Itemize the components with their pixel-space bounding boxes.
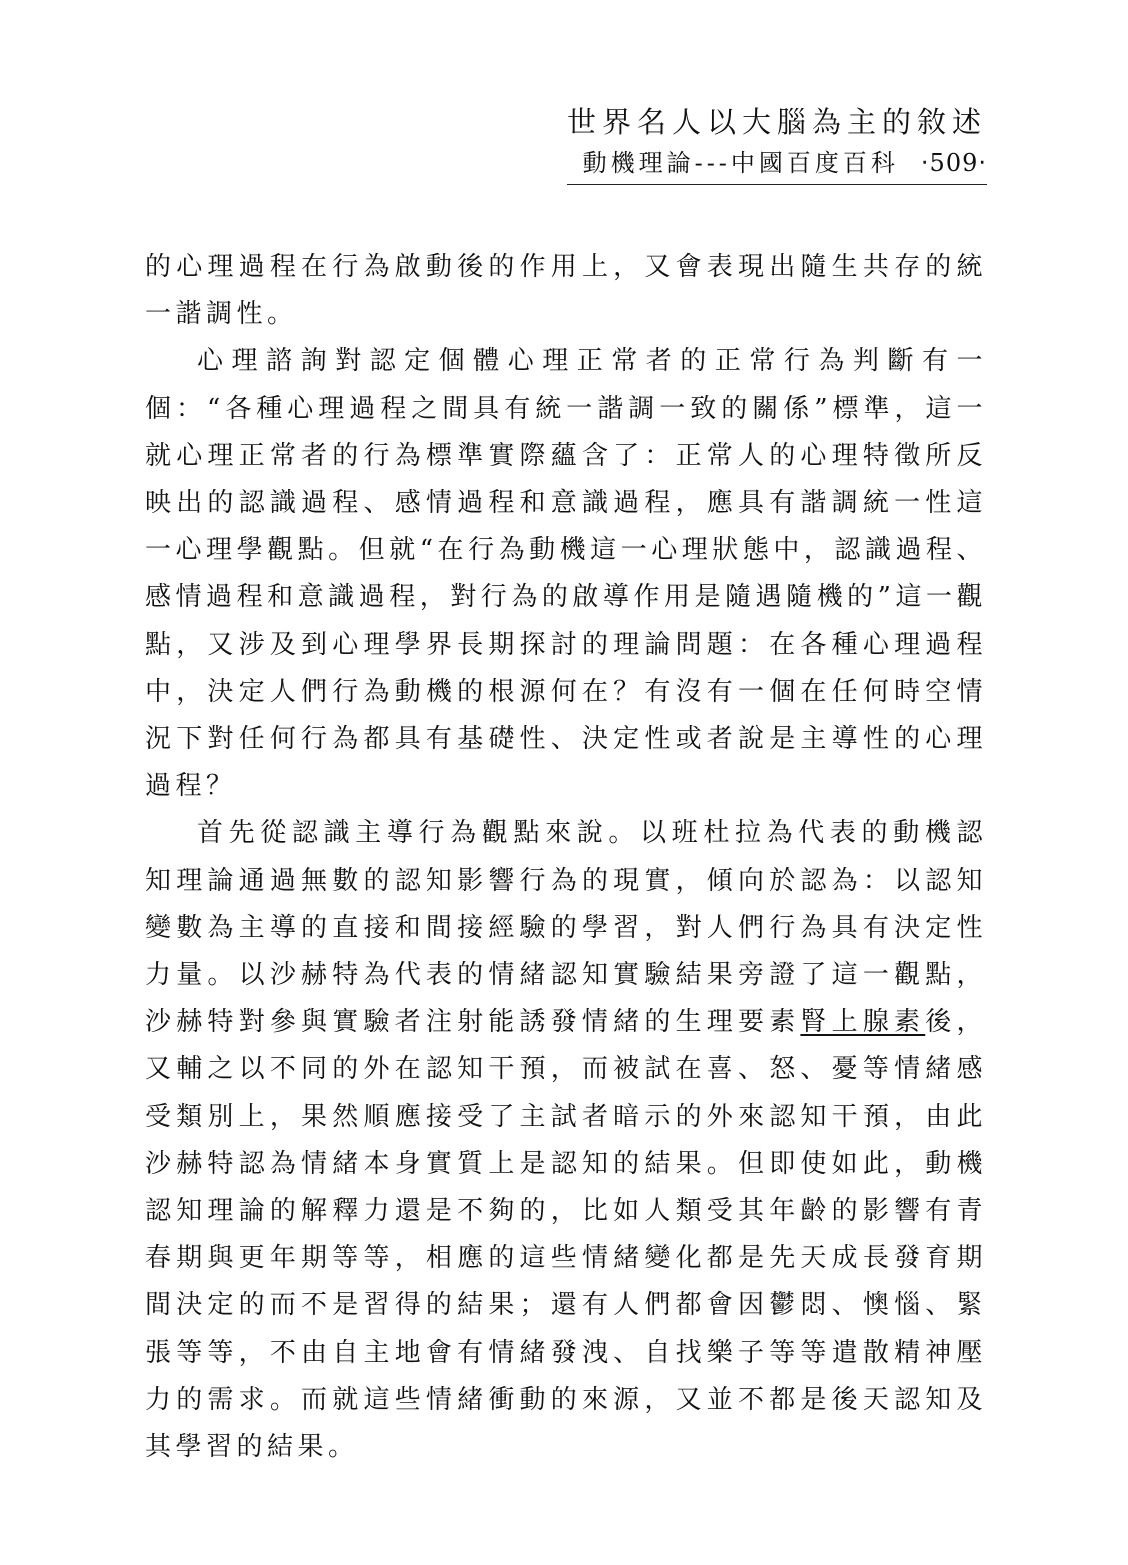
paragraph-2: 心理諮詢對認定個體心理正常者的正常行為判斷有一個：“各種心理過程之間具有統一諧調一致的關係”標準，這一就心理正常者的行為標準實際蘊含了：正常人的心理特徵所反映出的認識過程、感情過程和意識過程，應具有諧調統一性這一心理學觀點。但就“在行為動機這一心理狀態中，認識過程、感情過程和意識過程，對行為的啟導作用是隨遇隨機的”這一觀點，又涉及到心理學界長期探討的理論問題：在各種心理過程中，決定人們行為動機的根源何在？有沒有一個在任何時空情況下對任何行為都具有基礎性、決定性或者說是主導性的心理過程？ bbox=[145, 346, 987, 802]
underlined-term: 腎上腺素 bbox=[800, 1007, 926, 1038]
page-number: ‧509‧ bbox=[920, 149, 987, 177]
paragraph-3-before: 首先從認識主導行為觀點來說。以班杜拉為代表的動機認知理論通過無數的認知影響行為的現實，傾向於認為：以認知變數為主導的直接和間接經驗的學習，對人們行為具有決定性力量。以沙赫特為代表的情緒認知實驗結果旁證了這一觀點，沙赫特對參與實驗者注射能誘發情緒的生理要素 bbox=[145, 818, 987, 1038]
body-text bbox=[145, 244, 987, 1471]
header-subtitle-row bbox=[567, 144, 987, 185]
running-header bbox=[567, 100, 987, 185]
header-title: 世界名人以大腦為主的敘述 bbox=[566, 105, 987, 139]
paragraph-3 bbox=[145, 810, 987, 1471]
paragraph-1: 的心理過程在行為啟動後的作用上，又會表現出隨生共存的統一諧調性。 bbox=[145, 252, 987, 330]
paragraph-3-after: 後，又輔之以不同的外在認知干預，而被試在喜、怒、憂等情緒感受類別上，果然順應接受了主試者暗示的外來認知干預，由此沙赫特認為情緒本身實質上是認知的結果。但即使如此，動機認知理論的解釋力還是不夠的，比如人類受其年齡的影響有青春期與更年期等等，相應的這些情緒變化都是先天成長發育期間決定的而不是習得的結果；還有人們都會因鬱悶、懊惱、緊張等等，不由自主地會有情緒發洩、自找樂子等等遣散精神壓力的需求。而就這些情緒衝動的來源，又並不都是後天認知及其學習的結果。 bbox=[145, 1007, 987, 1463]
header-subtitle: 動機理論---中國百度百科 bbox=[582, 149, 899, 177]
